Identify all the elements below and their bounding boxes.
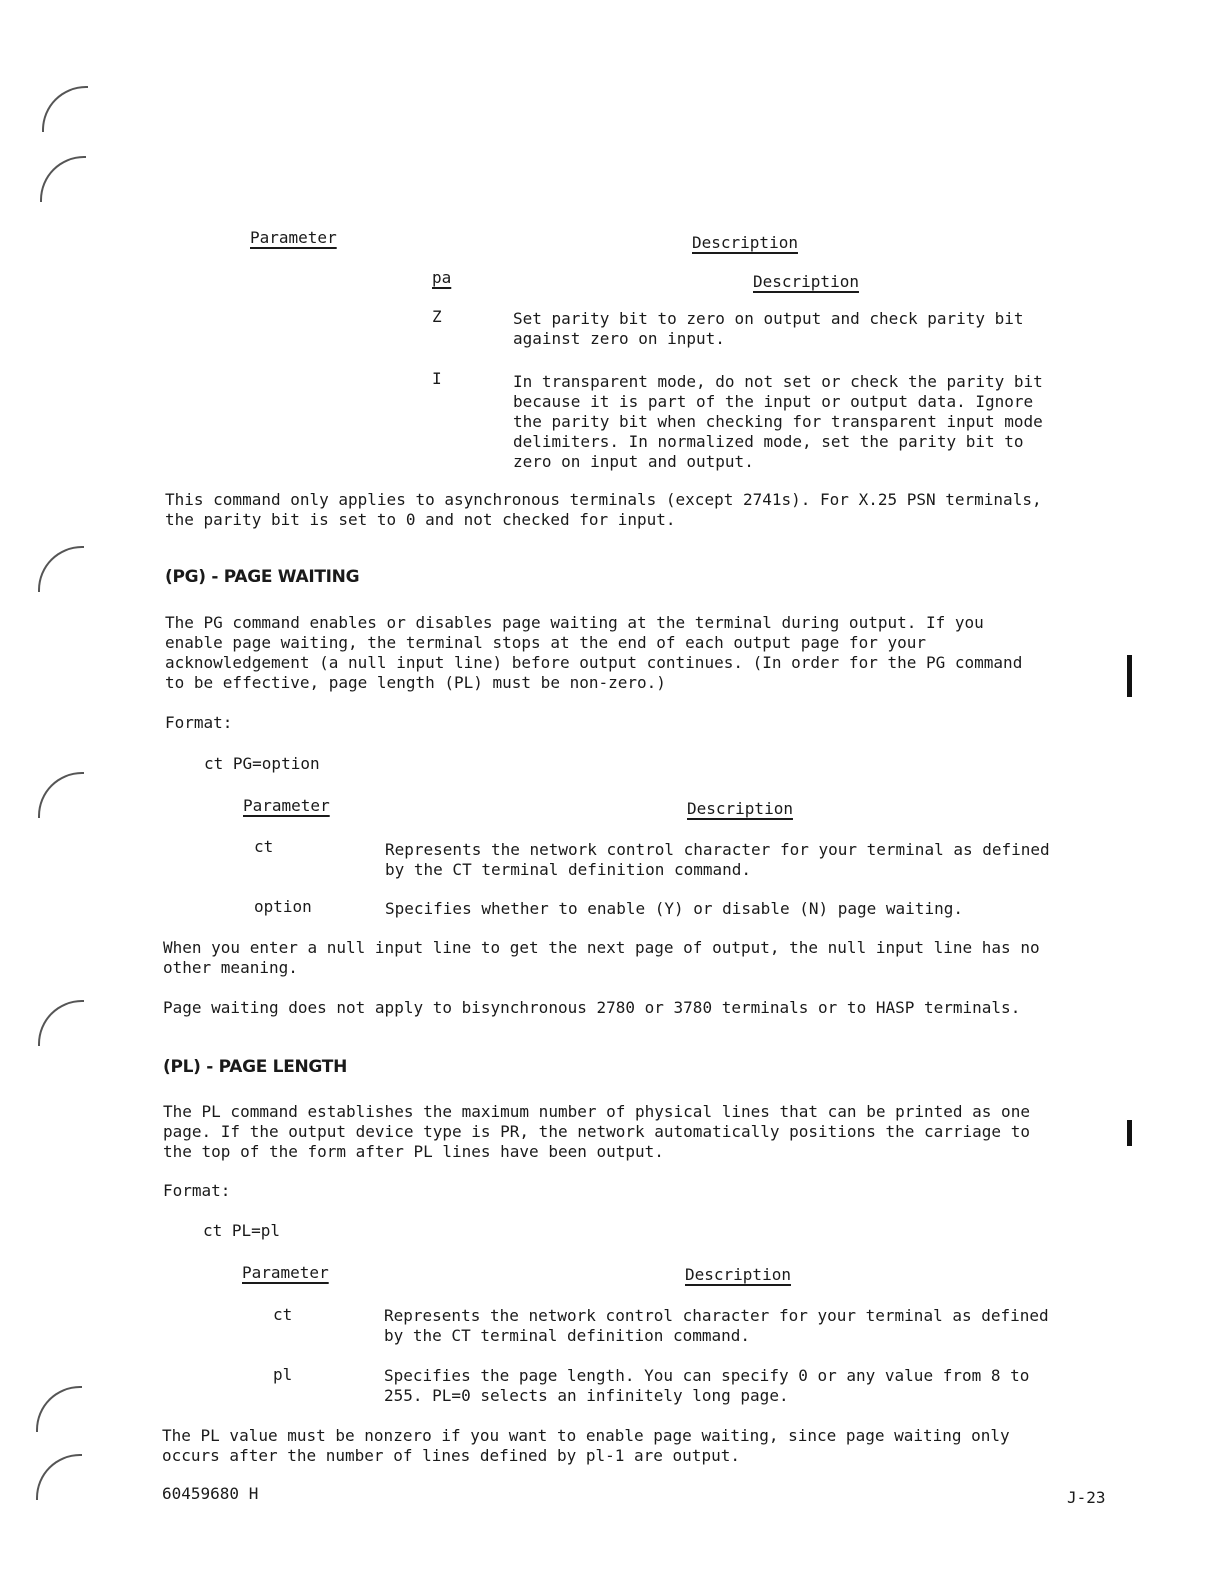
pa-value-description: Set parity bit to zero on output and check parity bit against zero on input. — [513, 309, 1024, 348]
pa-column-header: pa — [432, 268, 452, 287]
pg-intro-paragraph: The PG command enables or disables page waiting at the terminal during output. If you enable page waiting, the terminal stops at the end of each output page for your acknowledgement (a null input line) before output continues. (In order for the PG command to be effective, page length (PL) must be non-zero.) — [165, 613, 1023, 692]
page-number: J-23 — [1067, 1488, 1106, 1507]
pg-param-name: ct — [254, 837, 274, 856]
pg-param-description: Represents the network control character for your terminal as defined by the CT terminal definition command. — [385, 840, 1050, 879]
parameter-column-header: Parameter — [250, 228, 337, 247]
pl-description-header: Description — [685, 1265, 791, 1284]
pl-param-name: pl — [273, 1365, 293, 1384]
punch-hole-mark — [36, 1386, 82, 1432]
pg-param-name: option — [254, 897, 312, 916]
pl-param-description: Specifies the page length. You can specify 0 or any value from 8 to 255. PL=0 selects an infinitely long page. — [384, 1366, 1030, 1405]
pg-applicability-note: Page waiting does not apply to bisynchronous 2780 or 3780 terminals or to HASP terminals. — [163, 998, 1021, 1017]
pa-value-code: Z — [432, 307, 442, 326]
section-heading-pl: (PL) - PAGE LENGTH — [163, 1057, 348, 1077]
pg-format-syntax: ct PG=option — [204, 754, 320, 773]
description-column-header: Description — [692, 233, 798, 252]
pg-format-label: Format: — [165, 713, 233, 732]
pl-format-syntax: ct PL=pl — [203, 1221, 281, 1240]
punch-hole-mark — [36, 1454, 82, 1500]
punch-hole-mark — [42, 86, 88, 132]
pa-value-code: I — [432, 369, 442, 388]
pl-parameter-header: Parameter — [242, 1263, 329, 1282]
pa-description-header: Description — [753, 272, 859, 291]
pa-applicability-note: This command only applies to asynchronous terminals (except 2741s). For X.25 PSN terminals, the parity bit is set to 0 and not checked for input. — [165, 490, 1042, 529]
change-bar — [1127, 655, 1132, 697]
change-bar — [1127, 1120, 1132, 1146]
pl-format-label: Format: — [163, 1181, 231, 1200]
pg-parameter-header: Parameter — [243, 796, 330, 815]
punch-hole-mark — [38, 772, 84, 818]
pl-param-description: Represents the network control character for your terminal as defined by the CT terminal definition command. — [384, 1306, 1049, 1345]
pl-intro-paragraph: The PL command establishes the maximum number of physical lines that can be printed as one page. If the output device type is PR, the network automatically positions the carriage to the top of the form after PL lines have been output. — [163, 1102, 1030, 1161]
section-heading-pg: (PG) - PAGE WAITING — [165, 567, 360, 587]
document-number: 60459680 H — [162, 1484, 259, 1503]
punch-hole-mark — [38, 1000, 84, 1046]
pg-description-header: Description — [687, 799, 793, 818]
pg-null-line-note: When you enter a null input line to get the next page of output, the null input line has no other meaning. — [163, 938, 1040, 977]
pg-param-description: Specifies whether to enable (Y) or disable (N) page waiting. — [385, 899, 963, 918]
punch-hole-mark — [40, 156, 86, 202]
pl-nonzero-note: The PL value must be nonzero if you want to enable page waiting, since page waiting only occurs after the number of lines defined by pl-1 are output. — [162, 1426, 1010, 1465]
punch-hole-mark — [38, 546, 84, 592]
pl-param-name: ct — [273, 1305, 293, 1324]
pa-value-description: In transparent mode, do not set or check the parity bit because it is part of the input or output data. Ignore the parity bit when checking for transparent input mode delimiters. In normalized mode, set the parity bit to zero on input and output. — [513, 372, 1043, 471]
